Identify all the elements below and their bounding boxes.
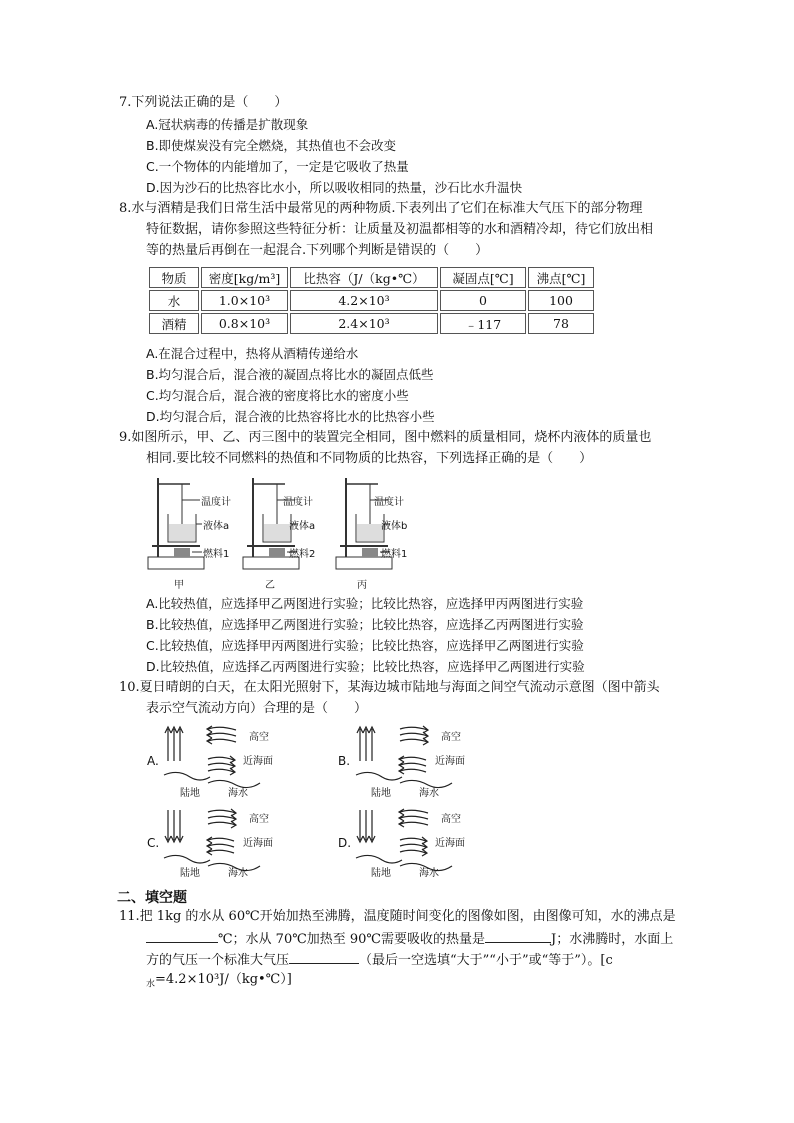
q8-option-b[interactable]: B.均匀混合后，混合液的凝固点将比水的凝固点低些 — [146, 367, 434, 382]
q8-stem-line3: 等的热量后再倒在一起混合.下列哪个判断是错误的（ ） — [146, 243, 489, 258]
table-cell: 2.4×10³ — [290, 313, 438, 334]
q11-line3 — [146, 950, 613, 970]
table-cell: 1.0×10³ — [201, 290, 288, 311]
fig-yi-thermometer-label: 温度计 — [283, 497, 313, 508]
diagram-c-land-label: 陆地 — [180, 868, 200, 879]
q9-stem-line1: 9.如图所示，甲、乙、丙三图中的装置完全相同，图中燃料的质量相同，烧杯内液体的质量也 — [119, 430, 652, 445]
diagram-b-sea-label: 海水 — [419, 788, 439, 799]
q11-blank-2[interactable] — [485, 929, 551, 943]
diagram-a-near-label: 近海面 — [243, 756, 273, 767]
q9-option-d[interactable]: D.比较热值，应选择乙丙两图进行实验；比较比热容，应选择甲乙两图进行实验 — [146, 659, 585, 674]
fig-bing-liquid-label: 液体b — [381, 521, 408, 532]
q10-stem-line1: 10.夏日晴朗的白天，在太阳光照射下，某海边城市陆地与海面之间空气流动示意图（图中箭头 — [119, 680, 660, 695]
diagram-d-land-label: 陆地 — [371, 868, 391, 879]
q7-option-d[interactable]: D.因为沙石的比热容比水小，所以吸收相同的热量，沙石比水升温快 — [146, 180, 523, 195]
table-row — [149, 290, 594, 311]
diagram-d-near-label: 近海面 — [435, 838, 465, 849]
fig-jia-fuel-label: 燃料1 — [203, 549, 230, 560]
q11-subscript-water: 水 — [146, 979, 156, 990]
apparatus-jia — [148, 478, 204, 569]
properties-table — [147, 265, 596, 336]
fig-yi-caption: 乙 — [265, 580, 275, 591]
fig-jia-thermometer-label: 温度计 — [201, 497, 231, 508]
diagram-c-near-label: 近海面 — [243, 838, 273, 849]
q8-option-c[interactable]: C.均匀混合后，混合液的密度将比水的密度小些 — [146, 388, 409, 403]
q8-stem-line2: 特征数据，请你参照这些特征分析：让质量及初温都相等的水和酒精冷却，待它们放出相 — [146, 222, 654, 237]
apparatus-figures — [140, 472, 440, 592]
fig-jia-liquid-label: 液体a — [203, 521, 230, 532]
diagram-a-high-label: 高空 — [249, 732, 269, 743]
table-cell: 0.8×10³ — [201, 313, 288, 334]
table-cell: 酒精 — [149, 313, 199, 334]
fig-jia-caption: 甲 — [174, 580, 184, 591]
q7-stem: 7.下列说法正确的是（ ） — [119, 95, 288, 110]
table-header-cell: 凝固点[℃] — [440, 267, 526, 288]
diagram-d-letter[interactable]: D. — [338, 836, 352, 850]
table-cell: ﹣117 — [440, 313, 526, 334]
section-heading-fill-in: 二、填空题 — [117, 890, 187, 906]
diagram-a-letter[interactable]: A. — [147, 754, 159, 768]
fig-bing-caption: 丙 — [357, 580, 367, 591]
q11-line2-text-a: ℃；水从 70℃加热至 90℃需要吸收的热量是 — [218, 932, 485, 947]
q11-line2-text-b: J；水沸腾时，水面上 — [550, 932, 674, 947]
diagram-b-letter[interactable]: B. — [338, 754, 351, 768]
diagram-d-high-label: 高空 — [441, 814, 461, 825]
table-cell: 78 — [528, 313, 594, 334]
diagram-b-high-label: 高空 — [441, 732, 461, 743]
q11-line1: 11.把 1kg 的水从 60℃开始加热至沸腾，温度随时间变化的图像如图，由图像可知，水的沸点是 — [119, 909, 676, 924]
table-cell: 水 — [149, 290, 199, 311]
fig-bing-thermometer-label: 温度计 — [374, 497, 404, 508]
fig-yi-liquid-label: 液体a — [289, 521, 316, 532]
diagram-c-high-label: 高空 — [249, 814, 269, 825]
q8-option-a[interactable]: A.在混合过程中，热将从酒精传递给水 — [146, 346, 359, 361]
diagram-a-land-label: 陆地 — [180, 788, 200, 799]
diagram-d-sea-label: 海水 — [419, 868, 439, 879]
diagram-b-near-label: 近海面 — [435, 756, 465, 767]
q11-blank-1[interactable] — [146, 929, 218, 943]
diagram-b-land-label: 陆地 — [371, 788, 391, 799]
q9-option-b[interactable]: B.比较热值，应选择甲乙两图进行实验；比较比热容，应选择乙丙两图进行实验 — [146, 617, 584, 632]
q8-option-d[interactable]: D.均匀混合后，混合液的比热容将比水的比热容小些 — [146, 409, 435, 424]
q11-blank-3[interactable] — [289, 950, 359, 964]
table-cell: 4.2×10³ — [290, 290, 438, 311]
q9-stem-line2: 相同.要比较不同燃料的热值和不同物质的比热容，下列选择正确的是（ ） — [146, 451, 593, 466]
diagram-c-sea-label: 海水 — [228, 868, 248, 879]
q7-option-c[interactable]: C.一个物体的内能增加了，一定是它吸收了热量 — [146, 159, 409, 174]
table-header-cell: 沸点[℃] — [528, 267, 594, 288]
table-row — [149, 313, 594, 334]
q10-stem-line2: 表示空气流动方向）合理的是（ ） — [146, 701, 368, 716]
q11-line4-text: =4.2×10³J/（kg•℃）] — [155, 972, 292, 987]
table-header-cell: 物质 — [149, 267, 199, 288]
fig-yi-fuel-label: 燃料2 — [289, 549, 316, 560]
table-header-cell: 密度[kg/m³] — [201, 267, 288, 288]
q9-option-a[interactable]: A.比较热值，应选择甲乙两图进行实验；比较比热容，应选择甲丙两图进行实验 — [146, 596, 584, 611]
diagram-a-sea-label: 海水 — [228, 788, 248, 799]
fig-bing-fuel-label: 燃料1 — [381, 549, 408, 560]
q11-line4 — [146, 971, 292, 994]
table-cell: 100 — [528, 290, 594, 311]
q9-option-c[interactable]: C.比较热值，应选择甲丙两图进行实验；比较比热容，应选择甲乙两图进行实验 — [146, 638, 584, 653]
q11-line2 — [146, 929, 673, 949]
q11-line3-text-a: 方的气压一个标准大气压 — [146, 953, 290, 968]
table-cell: 0 — [440, 290, 526, 311]
q7-option-b[interactable]: B.即使煤炭没有完全燃烧，其热值也不会改变 — [146, 138, 397, 153]
diagram-c-letter[interactable]: C. — [147, 836, 160, 850]
q8-stem-line1: 8.水与酒精是我们日常生活中最常见的两种物质.下表列出了它们在标准大气压下的部分物理 — [119, 201, 643, 216]
q11-line3-text-b: （最后一空选填“大于”“小于”或“等于”）。[c — [359, 953, 613, 968]
table-header-cell: 比热容（J/（kg•℃） — [290, 267, 438, 288]
table-header-row — [149, 267, 594, 288]
q7-option-a[interactable]: A.冠状病毒的传播是扩散现象 — [146, 117, 309, 132]
